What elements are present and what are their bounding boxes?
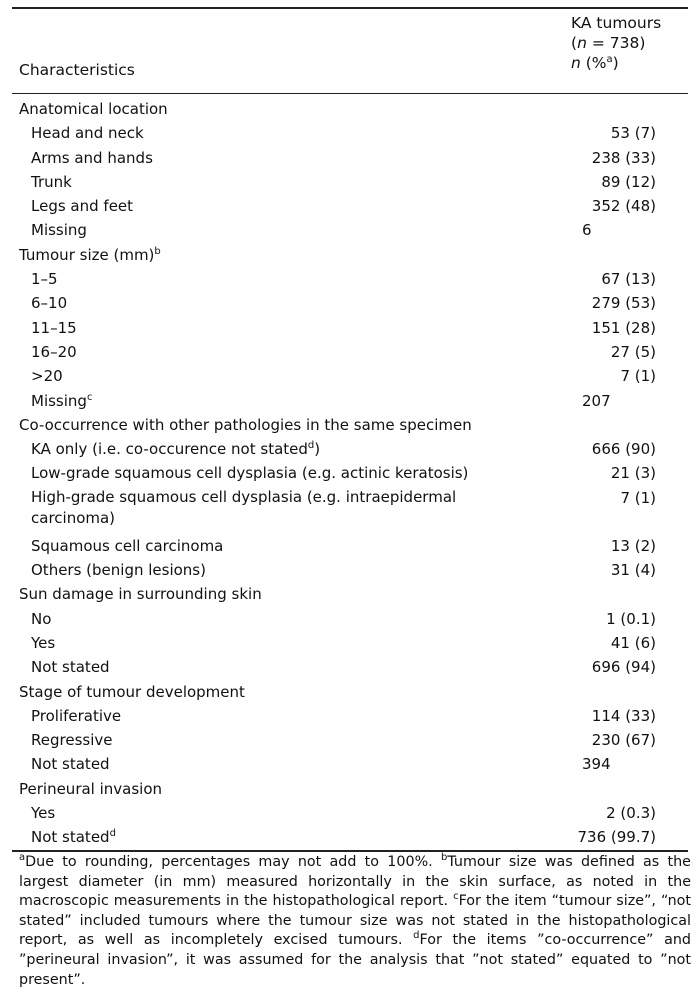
row-value: 53 (7) [610,124,656,143]
footnotes [19,853,691,990]
table-section-heading [0,581,700,605]
row-label: Others (benign lesions) [31,561,206,580]
row-value: 207 [582,391,611,410]
table-row [0,120,700,144]
row-value: 352 (48) [591,197,656,216]
row-value: 31 (4) [610,561,656,580]
row-label: Co-occurrence with other pathologies in the same specimen [19,415,472,434]
row-label: KA only (i.e. co-occurence not stated$^d$) [31,440,321,459]
row-label: Anatomical location [19,100,168,118]
row-value: 394 [582,755,611,774]
row-value: 7 (1) [620,488,656,507]
table-section-heading [0,679,700,703]
row-value: 696 (94) [591,658,656,677]
table-row [0,824,700,848]
row-label: Perineural invasion [19,779,163,798]
row-value: 666 (90) [591,440,656,459]
row-label: Missing$^c$ [31,391,93,410]
row-label: Arms and hands [31,148,153,167]
row-label: Legs and feet [31,197,134,216]
row-label: No [31,609,52,628]
column-header-line2: (n = 738) [571,34,646,52]
row-label: 6–10 [31,294,68,313]
row-value: 151 (28) [591,318,656,337]
row-label: Missing [31,221,87,240]
table-section-heading [0,776,700,800]
row-label: Sun damage in surrounding skin [19,585,262,604]
row-label: >20 [31,367,63,386]
row-label: 16–20 [31,342,77,361]
table-row [0,800,700,824]
bottom-rule [12,850,688,852]
row-value: 89 (12) [601,172,656,191]
row-label: Not stated [31,755,110,774]
table-row [0,533,700,557]
row-value: 6 [582,221,592,240]
table-row [0,363,700,387]
row-label: Proliferative [31,706,122,725]
table-body [0,96,700,849]
row-label: Head and neck [31,124,144,143]
table-section-heading [0,412,700,436]
row-value: 27 (5) [610,342,656,361]
footnote-a: $^a$Due to rounding, percentages may not add to 100%. [19,852,441,870]
table-row [0,169,700,193]
table-row [0,485,700,533]
row-value: 67 (13) [601,270,656,289]
column-header-characteristics: Characteristics [19,61,135,79]
table-row [0,703,700,727]
row-label: Not stated$^d$ [31,828,116,847]
table-row [0,145,700,169]
table-row [0,266,700,290]
header-rule [12,93,688,94]
row-label: Not stated [31,658,110,677]
row-label: Yes [31,633,56,652]
column-header-line3: n (%$^a$) [571,54,619,72]
table-section-heading [0,96,700,120]
table-row [0,727,700,751]
top-rule [12,7,688,9]
row-value: 238 (33) [591,148,656,167]
row-label: 1–5 [31,270,58,289]
row-label: Tumour size (mm)$^b$ [19,245,161,264]
row-label: Squamous cell carcinoma [31,536,224,555]
table-row [0,339,700,363]
table-row [0,315,700,339]
table-row [0,436,700,460]
table-row [0,606,700,630]
column-header-ka-tumours [571,13,691,73]
row-label: High-grade squamous cell dysplasia (e.g. intraepidermal carcinoma) [31,487,457,527]
table-row [0,290,700,314]
row-value: 2 (0.3) [606,804,656,823]
row-value: 736 (99.7) [577,828,656,847]
row-label: Yes [31,804,56,823]
table-row [0,193,700,217]
column-header-line1: KA tumours [571,14,662,32]
row-value: 1 (0.1) [606,609,656,628]
row-value: 114 (33) [591,706,656,725]
row-label: Stage of tumour development [19,682,245,701]
table-section-heading [0,242,700,266]
footnote-b: $^b$Tumour size was defined as the largest diameter (in mm) measured horizontally in the skin surface, as noted in the macroscopic measurements in the histopathological report. [19,852,691,910]
row-label: 11–15 [31,318,77,337]
row-label: Low-grade squamous cell dysplasia (e.g. actinic keratosis) [31,464,469,483]
row-label: Trunk [31,172,72,191]
row-value: 230 (67) [591,731,656,750]
row-value: 21 (3) [610,464,656,483]
table-row [0,557,700,581]
row-label: Regressive [31,731,113,750]
table-row [0,630,700,654]
footnote-c: $^c$For the item “tumour size”, “not stated” included tumours where the tumour size was not stated in the histopathological report, as well as incompletely excised tumours. [19,891,691,949]
row-value: 41 (6) [610,633,656,652]
table-row [0,388,700,412]
table-row [0,654,700,678]
table-row [0,217,700,241]
table-row [0,751,700,775]
table-row [0,460,700,484]
row-value: 279 (53) [591,294,656,313]
row-value: 13 (2) [610,536,656,555]
footnote-d: $^d$For the items ”co-occurrence” and ”perineural invasion”, it was assumed for the analysis that ”not stated” equated to ”not present”. [19,930,691,988]
row-value: 7 (1) [620,367,656,386]
